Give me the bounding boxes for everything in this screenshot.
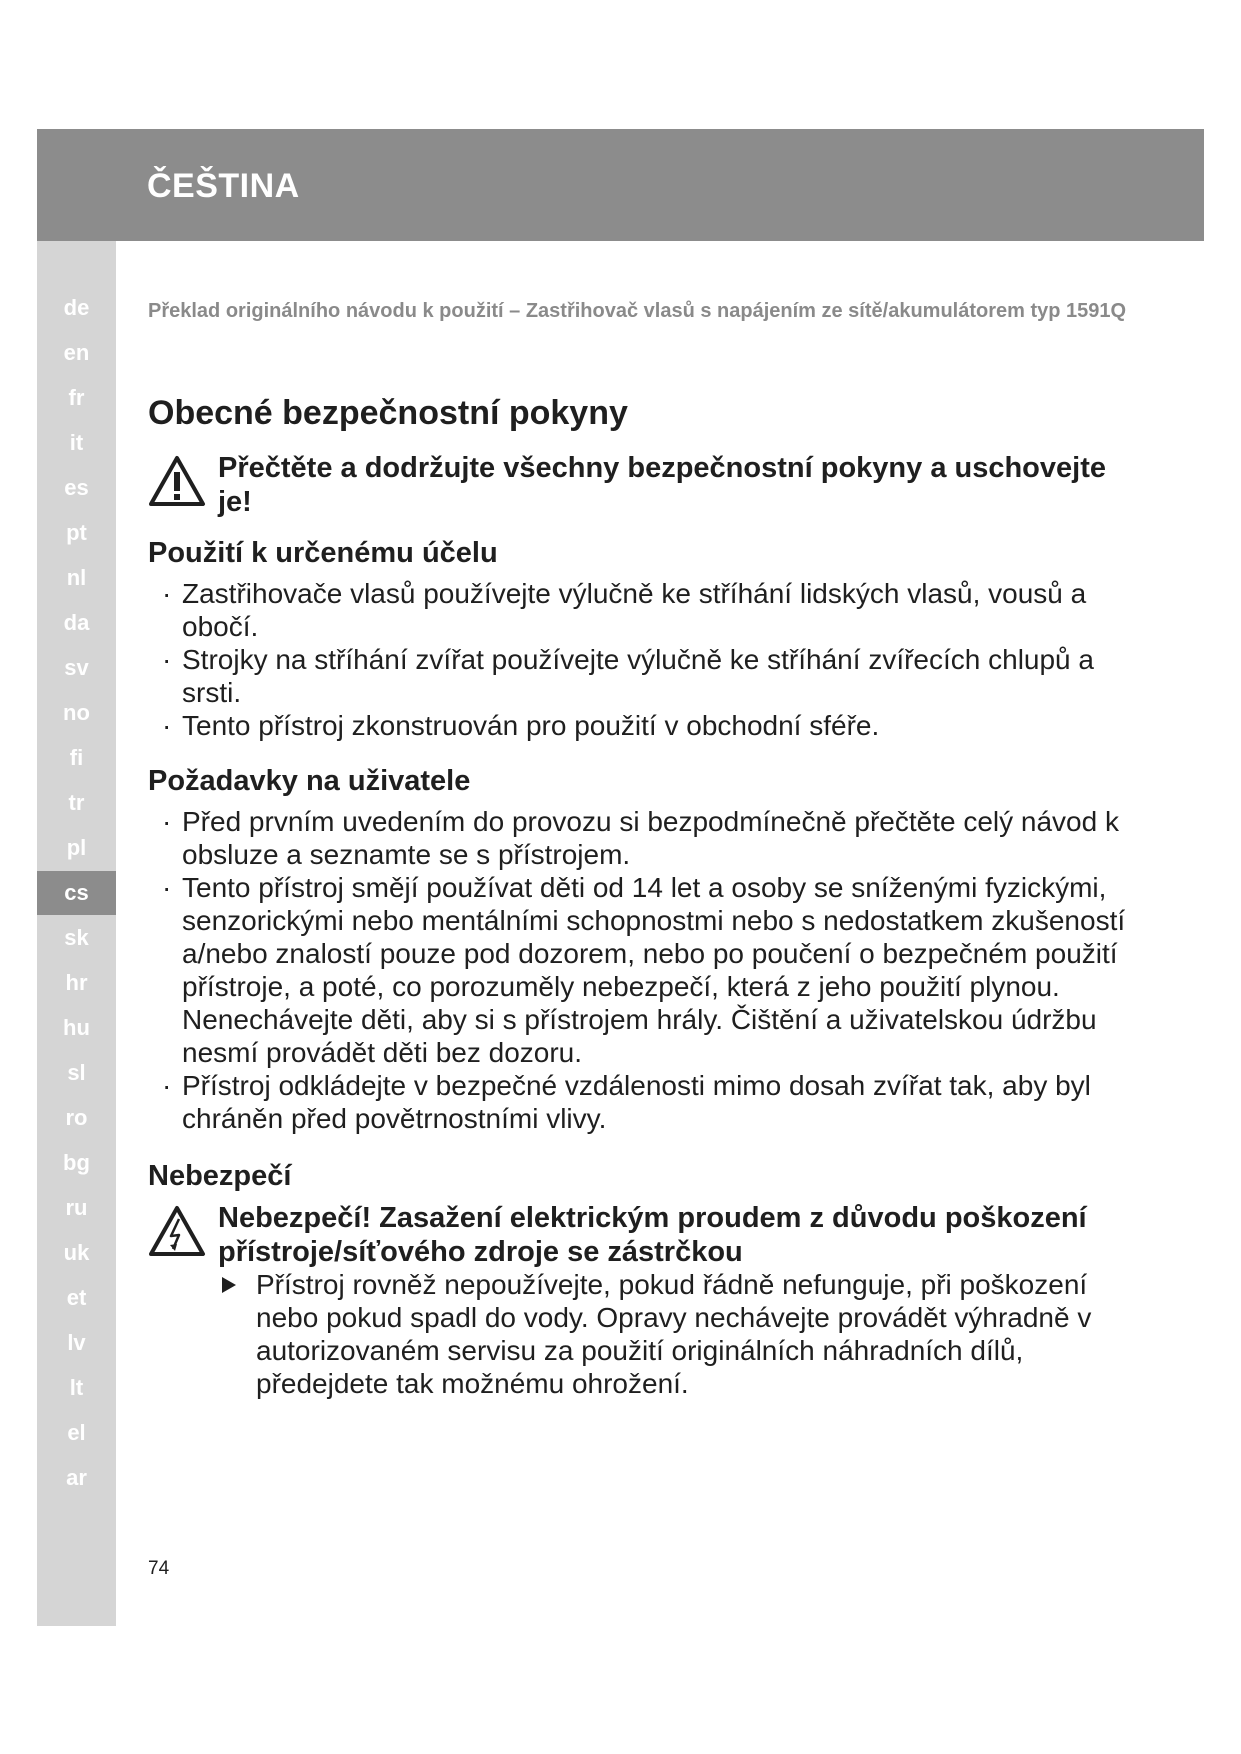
lang-tab-no[interactable]: no: [63, 700, 90, 725]
header-bar: [37, 129, 1204, 241]
lang-tab-fi[interactable]: fi: [69, 745, 84, 770]
user-requirements-list: [162, 805, 1147, 1135]
electric-danger-warning-text: Nebezpečí! Zasažení elektrickým proudem z důvodu poškození přístroje/síťového zdroje se zástrčkou: [218, 1202, 1087, 1268]
list-item: · Tento přístroj zkonstruován pro použití v obchodní sféře.: [162, 710, 880, 741]
section-title-user-requirements: Požadavky na uživatele: [148, 765, 471, 797]
lang-tab-fr[interactable]: fr: [68, 385, 85, 410]
list-item: · Přístroj odkládejte v bezpečné vzdálenosti mimo dosah zvířat tak, aby byl chráněn před povětrnostními vlivy.: [162, 1070, 1091, 1134]
lang-tab-sk[interactable]: sk: [64, 925, 89, 950]
lang-tab-ru[interactable]: ru: [65, 1195, 88, 1220]
list-item: · Před prvním uvedením do provozu si bezpodmínečně přečtěte celý návod k obsluze a seznamte se s přístrojem.: [162, 806, 1119, 870]
lang-tab-tr[interactable]: tr: [68, 790, 85, 815]
lang-tab-it[interactable]: it: [69, 430, 84, 455]
lang-tab-sl[interactable]: sl: [67, 1060, 86, 1085]
lang-tab-en[interactable]: en: [63, 340, 90, 365]
list-item: · Zastřihovače vlasů používejte výlučně ke stříhání lidských vlasů, vousů a obočí.: [162, 578, 1087, 642]
lang-tab-hr[interactable]: hr: [65, 970, 88, 995]
lang-tab-ro[interactable]: ro: [65, 1105, 88, 1130]
danger-instructions-list: [222, 1268, 1132, 1400]
safety-warning-text: Přečtěte a dodržujte všechny bezpečnostní pokyny a uschovejte je!: [218, 452, 1106, 518]
main-heading: Obecné bezpečnostní pokyny: [148, 394, 628, 432]
lang-tab-et[interactable]: et: [66, 1285, 87, 1310]
intended-use-list: [162, 577, 1147, 742]
list-item: Přístroj rovněž nepoužívejte, pokud řádně nefunguje, při poškození nebo pokud spadl do vody. Opravy nechávejte provádět výhradně v autorizovaném servisu za použití originálních náhradních dílů, předejdete tak možnému ohrožení.: [222, 1268, 1132, 1400]
lang-tab-el[interactable]: el: [67, 1420, 86, 1445]
lang-tab-ar[interactable]: ar: [66, 1465, 87, 1490]
list-item: · Tento přístroj smějí používat děti od 14 let a osoby se sníženými fyzickými, senzorickými nebo mentálními schopnostmi nebo s nedostatkem zkušeností a/nebo znalostí pouze pod dozorem, nebo po poučení o bezpečném použití přístroje, a poté, co porozuměly nebezpečí, která z jeho použití plynou. Nenechávejte děti, aby si s přístrojem hrály. Čištění a uživatelskou údržbu nesmí provádět děti bez dozoru.: [162, 872, 1126, 1068]
lang-tab-es[interactable]: es: [64, 475, 89, 500]
lang-tab-hu[interactable]: hu: [63, 1015, 90, 1040]
lang-tab-bg[interactable]: bg: [63, 1150, 90, 1175]
section-title-intended-use: Použití k určenému účelu: [148, 537, 498, 569]
warning-triangle-icon: [148, 455, 206, 507]
lang-tab-da[interactable]: da: [63, 610, 90, 635]
lang-tab-lv[interactable]: lv: [67, 1330, 86, 1355]
page-language-title: ČEŠTINA: [147, 167, 300, 205]
page-number: 74: [148, 1558, 170, 1579]
lang-tab-de[interactable]: de: [63, 295, 90, 320]
lang-tab-sv[interactable]: sv: [64, 655, 89, 680]
electric-shock-warning-icon: [148, 1205, 206, 1257]
list-item: · Strojky na stříhání zvířat používejte výlučně ke stříhání zvířecích chlupů a srsti.: [162, 644, 1094, 708]
arrow-right-icon: [222, 1277, 236, 1293]
safety-warning-block: [148, 451, 1138, 531]
lang-tab-nl[interactable]: nl: [66, 565, 87, 590]
lang-tab-pl[interactable]: pl: [66, 835, 87, 860]
document-subtitle: Překlad originálního návodu k použití – Zastřihovač vlasů s napájením ze sítě/akumulátorem typ 1591Q: [148, 300, 1127, 322]
lang-tab-lt[interactable]: lt: [69, 1375, 84, 1400]
lang-tab-cs-active[interactable]: cs: [37, 871, 116, 915]
lang-tab-uk[interactable]: uk: [63, 1240, 90, 1265]
section-title-danger: Nebezpečí: [148, 1160, 292, 1192]
language-sidebar: [37, 241, 116, 1626]
lang-tab-pt[interactable]: pt: [66, 520, 87, 545]
